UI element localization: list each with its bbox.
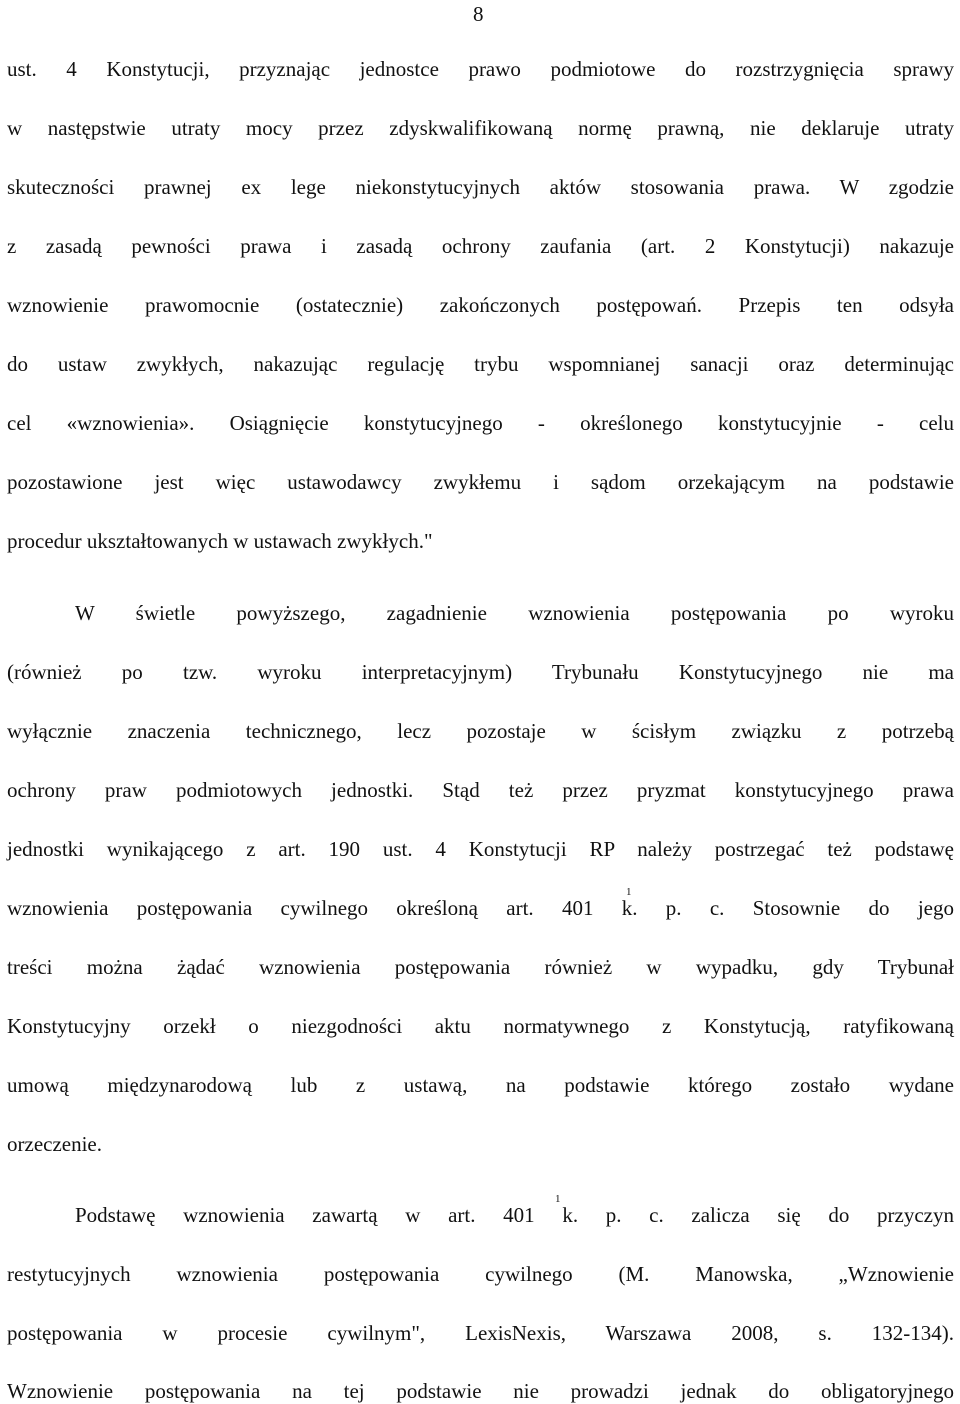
text-line: procedur ukształtowanych w ustawach zwykłych.": [7, 529, 433, 553]
text-line: wznowienie prawomocnie (ostatecznie) zakończonych postępowań. Przepis ten odsyła: [7, 293, 954, 317]
text-line: umową międzynarodową lub z ustawą, na podstawie którego zostało wydane: [7, 1073, 954, 1097]
text-line: postępowania w procesie cywilnym", LexisNexis, Warszawa 2008, s. 132-134).: [7, 1321, 954, 1345]
text-line: ochrony praw podmiotowych jednostki. Stąd też przez pryzmat konstytucyjnego prawa: [7, 778, 954, 802]
text-line: do ustaw zwykłych, nakazując regulację trybu wspomnianej sanacji oraz determinując: [7, 352, 954, 376]
text-line: jednostki wynikającego z art. 190 ust. 4 Konstytucji RP należy postrzegać też podstawę: [7, 837, 954, 861]
text-line: (również po tzw. wyroku interpretacyjnym) Trybunału Konstytucyjnego nie ma: [7, 660, 954, 684]
text-line: pozostawione jest więc ustawodawcy zwykłemu i sądom orzekającym na podstawie: [7, 470, 954, 494]
text-line: wznowienia postępowania cywilnego określoną art. 401 k. p. c. Stosownie do jego: [7, 896, 954, 920]
text-line: cel «wznowienia». Osiągnięcie konstytucyjnego - określonego konstytucyjnie - celu: [7, 411, 954, 435]
text-line: w następstwie utraty mocy przez zdyskwalifikowaną normę prawną, nie deklaruje utraty: [7, 116, 954, 140]
text-line: Konstytucyjny orzekł o niezgodności aktu normatywnego z Konstytucją, ratyfikowaną: [7, 1014, 954, 1038]
text-line: ust. 4 Konstytucji, przyznając jednostce prawo podmiotowe do rozstrzygnięcia sprawy: [7, 57, 954, 81]
text-line: z zasadą pewności prawa i zasadą ochrony zaufania (art. 2 Konstytucji) nakazuje: [7, 234, 954, 258]
text-line: Podstawę wznowienia zawartą w art. 401 k. p. c. zalicza się do przyczyn: [75, 1203, 954, 1227]
text-line: W świetle powyższego, zagadnienie wznowienia postępowania po wyroku: [75, 601, 954, 625]
text-line: restytucyjnych wznowienia postępowania cywilnego (M. Manowska, „Wznowienie: [7, 1262, 954, 1286]
superscript: 1: [626, 886, 632, 898]
text-line: Wznowienie postępowania na tej podstawie nie prowadzi jednak do obligatoryjnego: [7, 1379, 954, 1403]
text-line: skuteczności prawnej ex lege niekonstytucyjnych aktów stosowania prawa. W zgodzie: [7, 175, 954, 199]
page-number: 8: [473, 2, 484, 26]
text-line: orzeczenie.: [7, 1132, 103, 1156]
superscript: 1: [555, 1193, 561, 1205]
text-line: treści można żądać wznowienia postępowania również w wypadku, gdy Trybunał: [7, 955, 954, 979]
text-line: wyłącznie znaczenia technicznego, lecz pozostaje w ścisłym związku z potrzebą: [7, 719, 954, 743]
